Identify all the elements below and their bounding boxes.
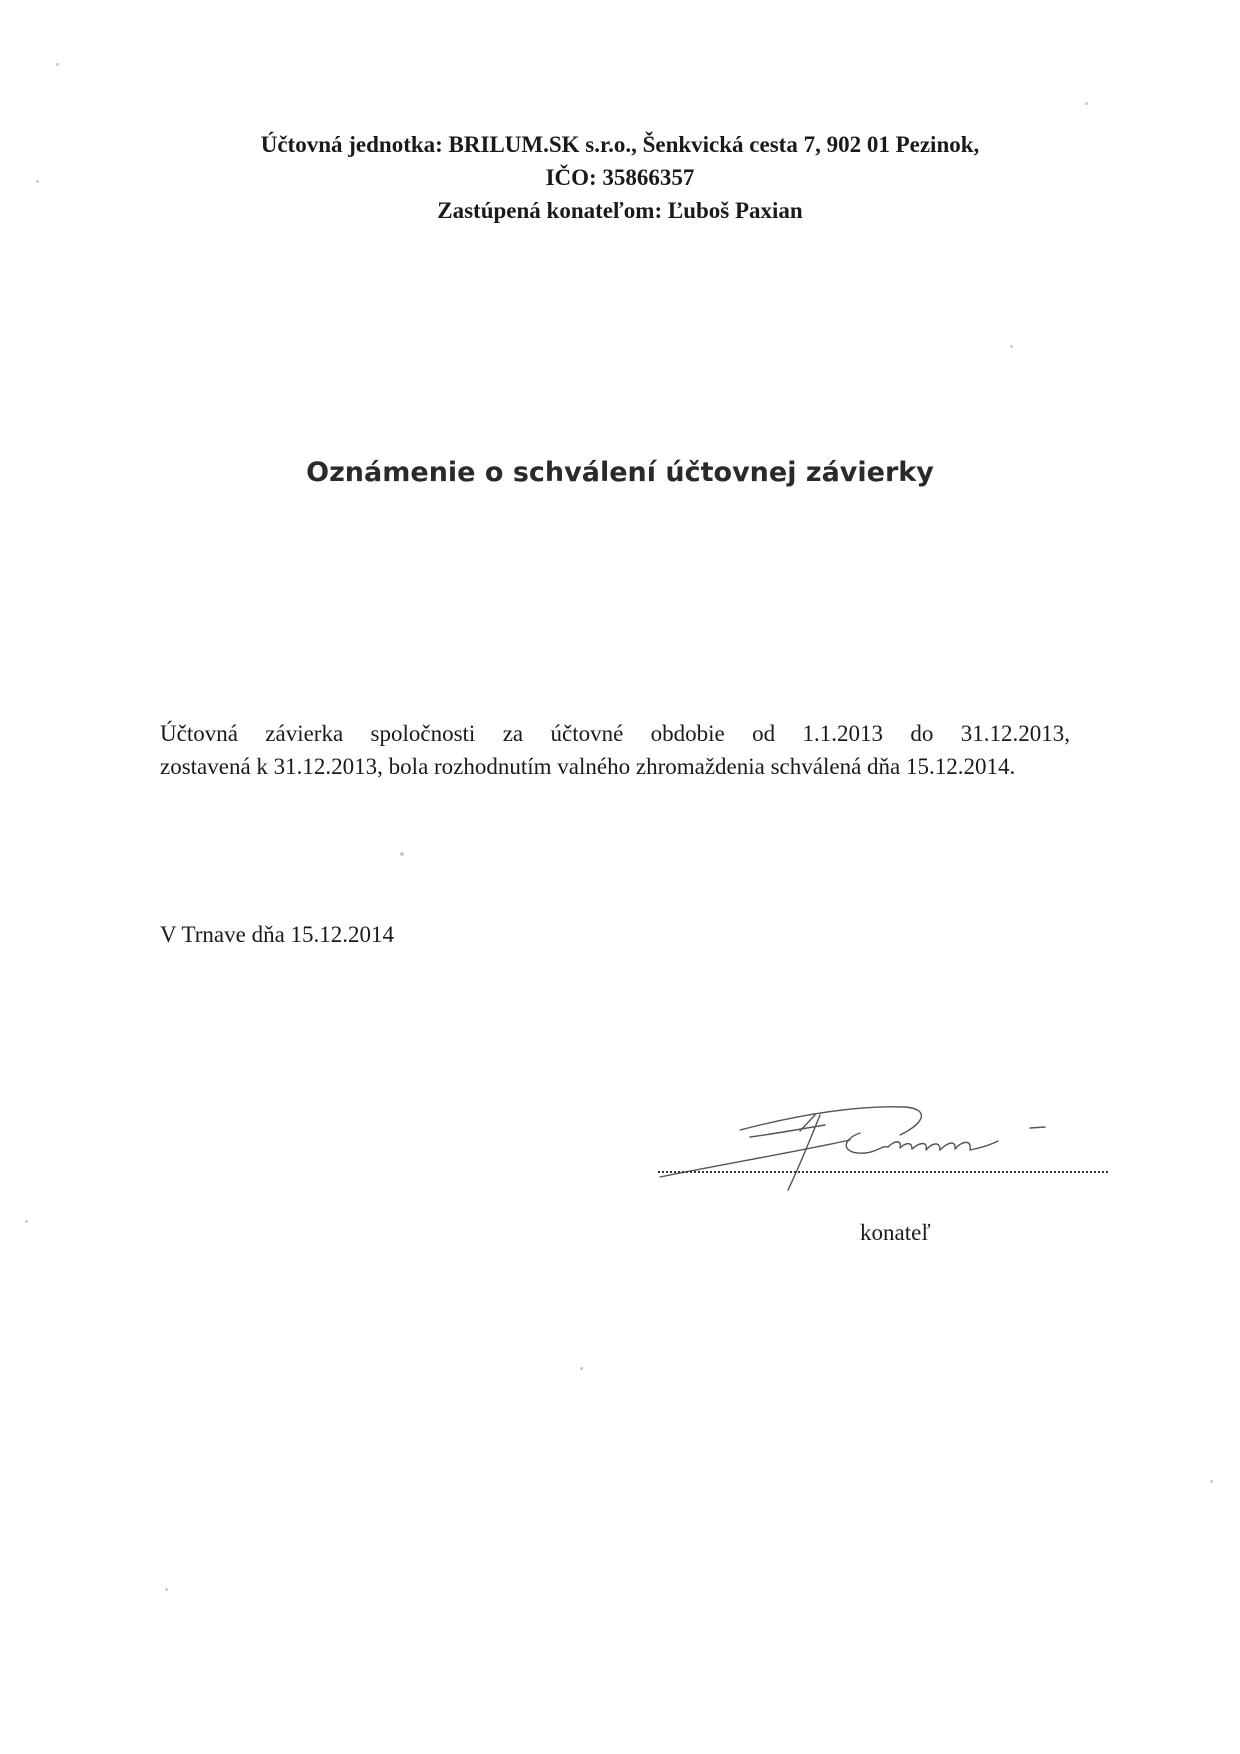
place-and-date: V Trnave dňa 15.12.2014 <box>160 922 395 947</box>
signature-line <box>658 1171 1108 1173</box>
entity-representative: Zastúpená konateľom: Ľuboš Paxian <box>437 198 803 223</box>
signatory-role: konateľ <box>860 1220 931 1245</box>
scan-speck <box>1210 1480 1213 1483</box>
announcement-paragraph <box>160 717 1070 783</box>
entity-header <box>0 128 1240 227</box>
scan-speck <box>580 1367 583 1370</box>
handwritten-signature <box>650 1095 1110 1195</box>
entity-ico: IČO: 35866357 <box>545 165 695 190</box>
scan-speck <box>36 180 39 183</box>
scan-speck <box>1010 345 1013 348</box>
scan-speck <box>25 1220 28 1223</box>
scan-speck <box>400 852 404 856</box>
document-title: Oznámenie o schválení účtovnej závierky <box>306 457 934 488</box>
entity-name-address: Účtovná jednotka: BRILUM.SK s.r.o., Šenkvická cesta 7, 902 01 Pezinok, <box>260 132 980 157</box>
signature-drawing <box>650 1095 1110 1195</box>
scan-speck <box>165 1588 168 1591</box>
scan-speck <box>56 63 59 66</box>
paragraph-line-1: Účtovná závierka spoločnosti za účtovné obdobie od 1.1.2013 do 31.12.2013, <box>160 721 1070 746</box>
scan-speck <box>1085 102 1088 105</box>
paragraph-line-2: zostavená k 31.12.2013, bola rozhodnutím valného zhromaždenia schválená dňa 15.12.2014. <box>160 754 1016 779</box>
